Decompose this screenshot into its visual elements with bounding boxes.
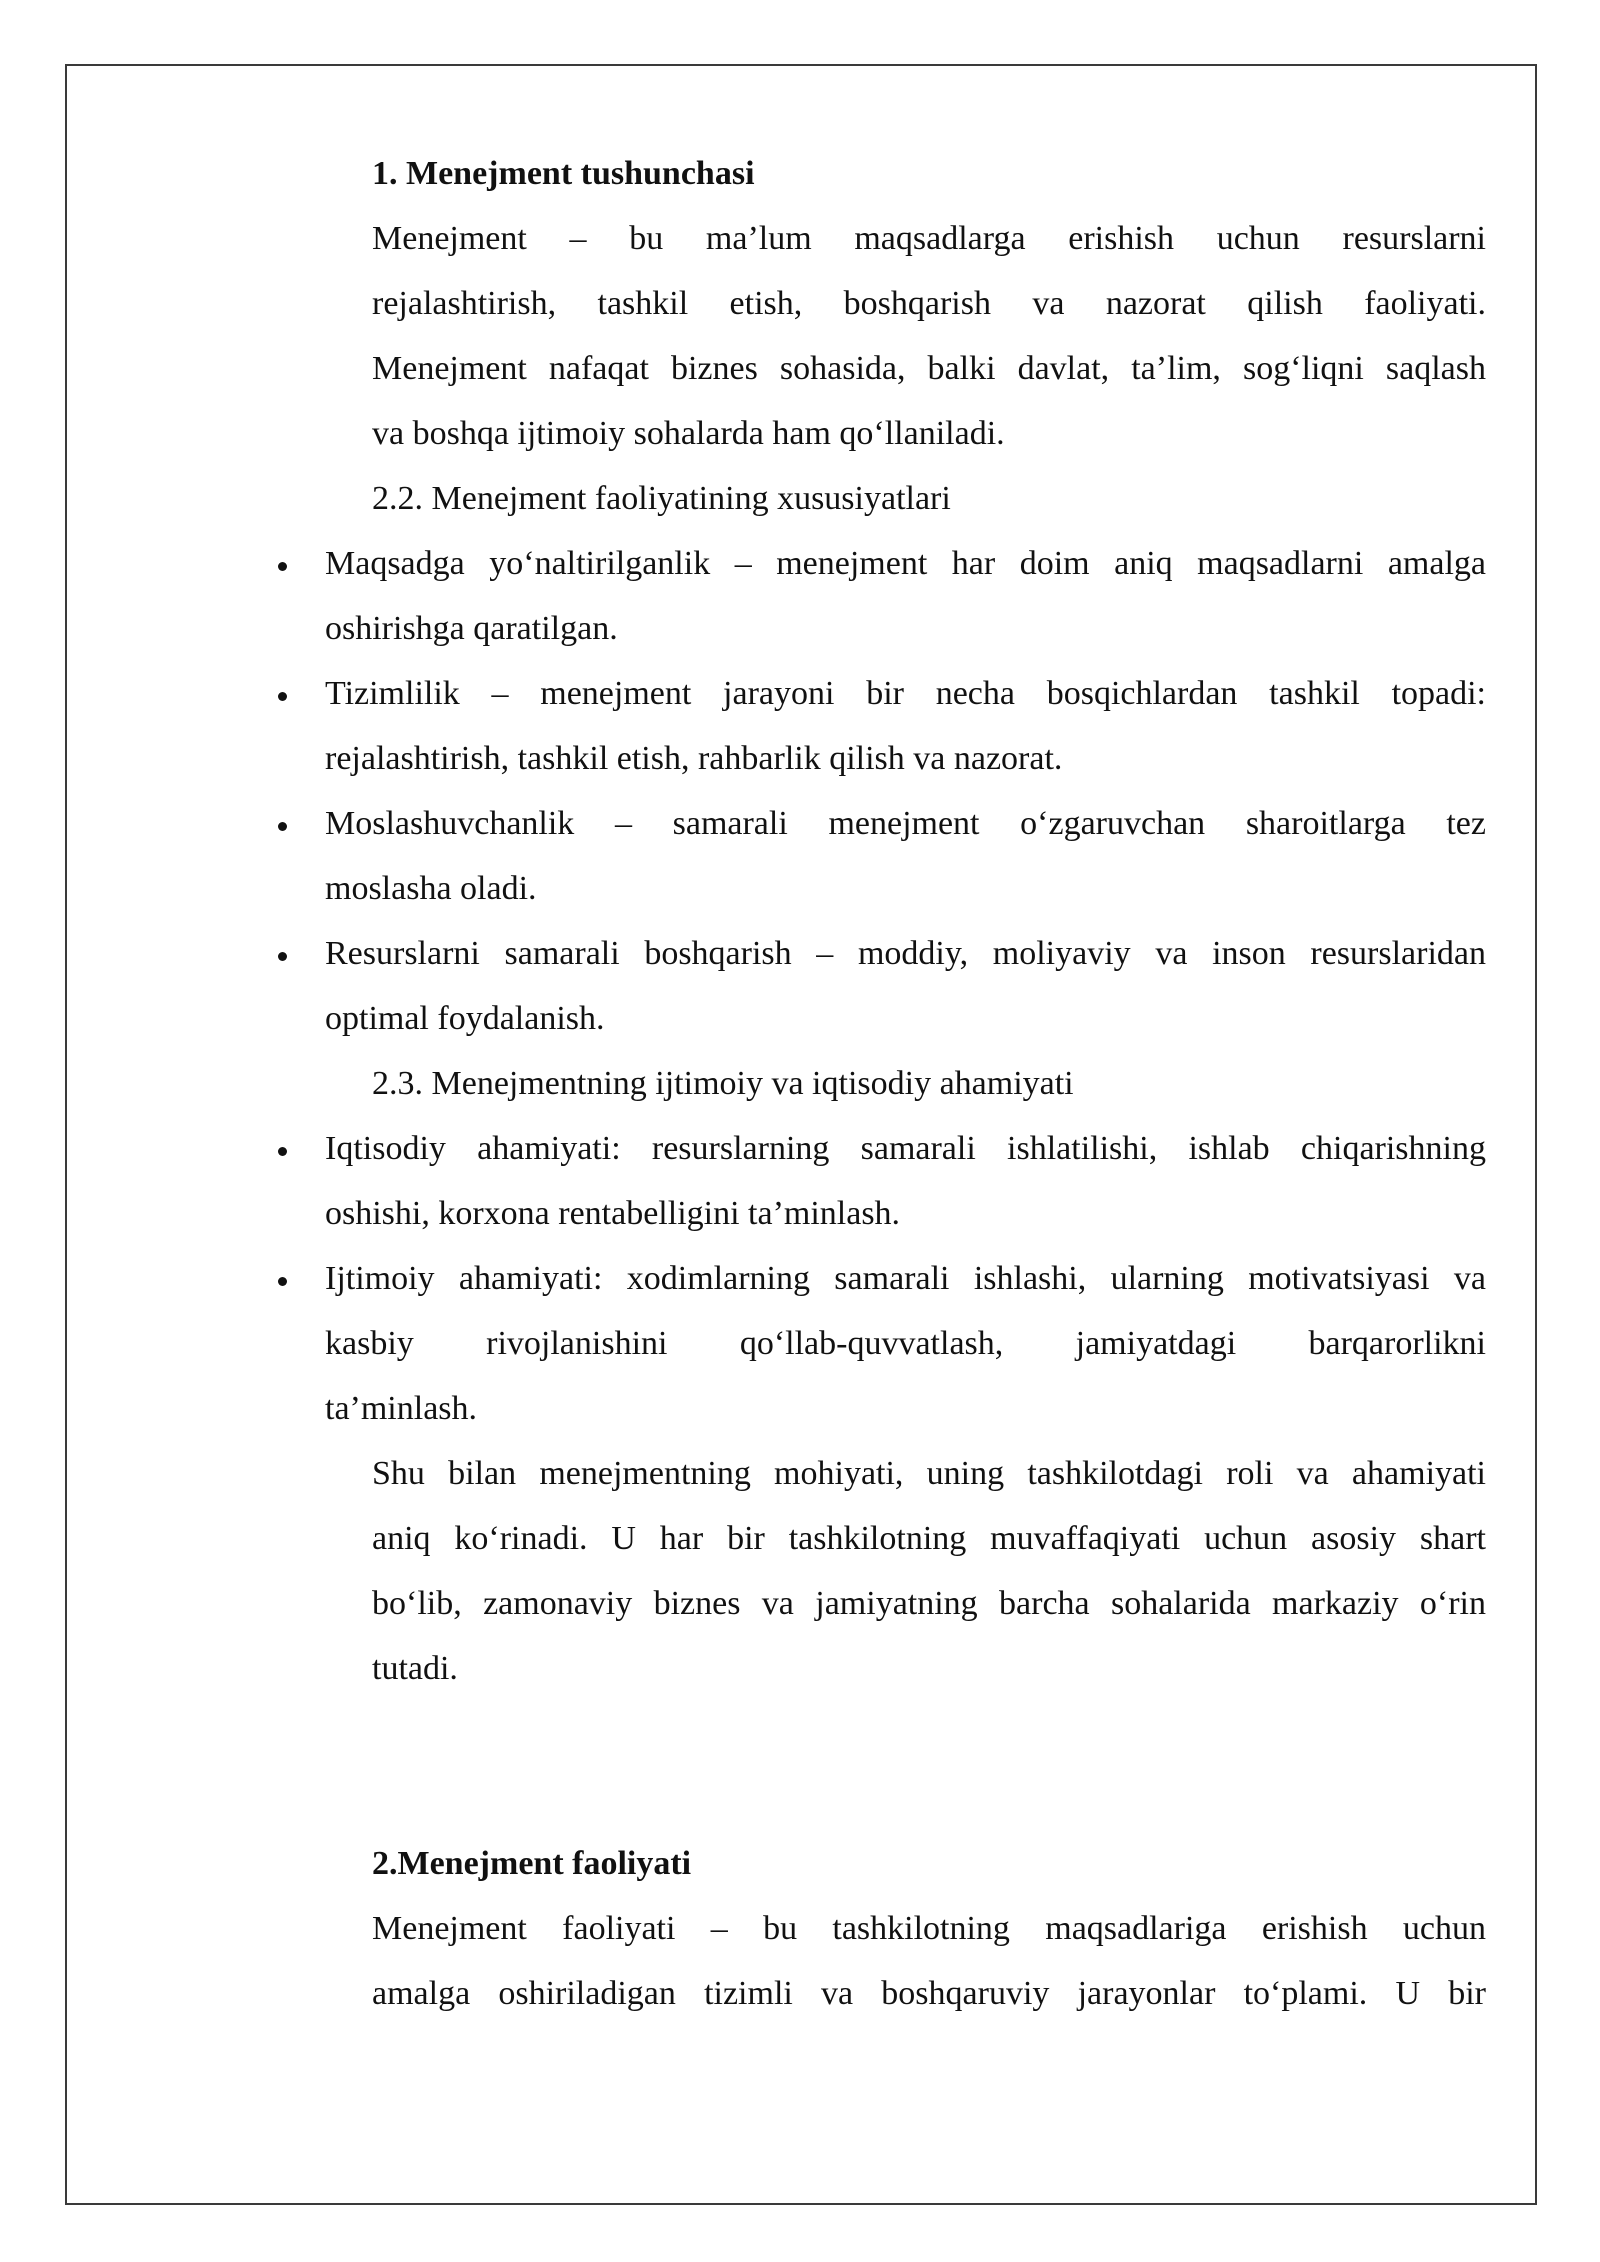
section-heading-2: 2.Menejment faoliyati: [372, 1845, 692, 1882]
bullet-icon: [278, 822, 287, 831]
list-item-line: moslasha oladi.: [325, 870, 537, 907]
paragraph-line: Menejment nafaqat biznes sohasida, balki davlat, ta’lim, sog‘liqni saqlash: [372, 350, 1486, 387]
list-item-line: oshirishga qaratilgan.: [325, 610, 618, 647]
paragraph-line: amalga oshiriladigan tizimli va boshqaruviy jarayonlar to‘plami. U bir: [372, 1975, 1486, 2012]
section-heading-2-3: 2.3. Menejmentning ijtimoiy va iqtisodiy ahamiyati: [372, 1065, 1074, 1102]
section-heading-1: 1. Menejment tushunchasi: [372, 155, 755, 192]
list-item-line: Resurslarni samarali boshqarish – moddiy, moliyaviy va inson resurslaridan: [325, 935, 1486, 972]
paragraph-line: tutadi.: [372, 1650, 458, 1687]
list-item-line: optimal foydalanish.: [325, 1000, 605, 1037]
list-item-line: Ijtimoiy ahamiyati: xodimlarning samarali ishlashi, ularning motivatsiyasi va: [325, 1260, 1486, 1297]
bullet-icon: [278, 562, 287, 571]
paragraph-line: Shu bilan menejmentning mohiyati, uning tashkilotdagi roli va ahamiyati: [372, 1455, 1486, 1492]
bullet-icon: [278, 952, 287, 961]
paragraph-line: aniq ko‘rinadi. U har bir tashkilotning muvaffaqiyati uchun asosiy shart: [372, 1520, 1486, 1557]
list-item-line: Moslashuvchanlik – samarali menejment o‘zgaruvchan sharoitlarga tez: [325, 805, 1486, 842]
list-item-line: kasbiy rivojlanishini qo‘llab-quvvatlash, jamiyatdagi barqarorlikni: [325, 1325, 1486, 1362]
paragraph-line: bo‘lib, zamonaviy biznes va jamiyatning barcha sohalarida markaziy o‘rin: [372, 1585, 1486, 1622]
list-item-line: Tizimlilik – menejment jarayoni bir necha bosqichlardan tashkil topadi:: [325, 675, 1486, 712]
list-item-line: oshishi, korxona rentabelligini ta’minlash.: [325, 1195, 901, 1232]
bullet-icon: [278, 1147, 287, 1156]
list-item-line: ta’minlash.: [325, 1390, 478, 1427]
list-item-line: Maqsadga yo‘naltirilganlik – menejment har doim aniq maqsadlarni amalga: [325, 545, 1486, 582]
paragraph-line: va boshqa ijtimoiy sohalarda ham qo‘llaniladi.: [372, 415, 1005, 452]
section-heading-2-2: 2.2. Menejment faoliyatining xususiyatlari: [372, 480, 951, 517]
list-item-line: Iqtisodiy ahamiyati: resurslarning samarali ishlatilishi, ishlab chiqarishning: [325, 1130, 1486, 1167]
paragraph-line: rejalashtirish, tashkil etish, boshqarish va nazorat qilish faoliyati.: [372, 285, 1486, 322]
paragraph-line: Menejment – bu ma’lum maqsadlarga erishish uchun resurslarni: [372, 220, 1486, 257]
bullet-icon: [278, 692, 287, 701]
paragraph-line: Menejment faoliyati – bu tashkilotning maqsadlariga erishish uchun: [372, 1910, 1486, 1947]
bullet-icon: [278, 1277, 287, 1286]
list-item-line: rejalashtirish, tashkil etish, rahbarlik qilish va nazorat.: [325, 740, 1063, 777]
